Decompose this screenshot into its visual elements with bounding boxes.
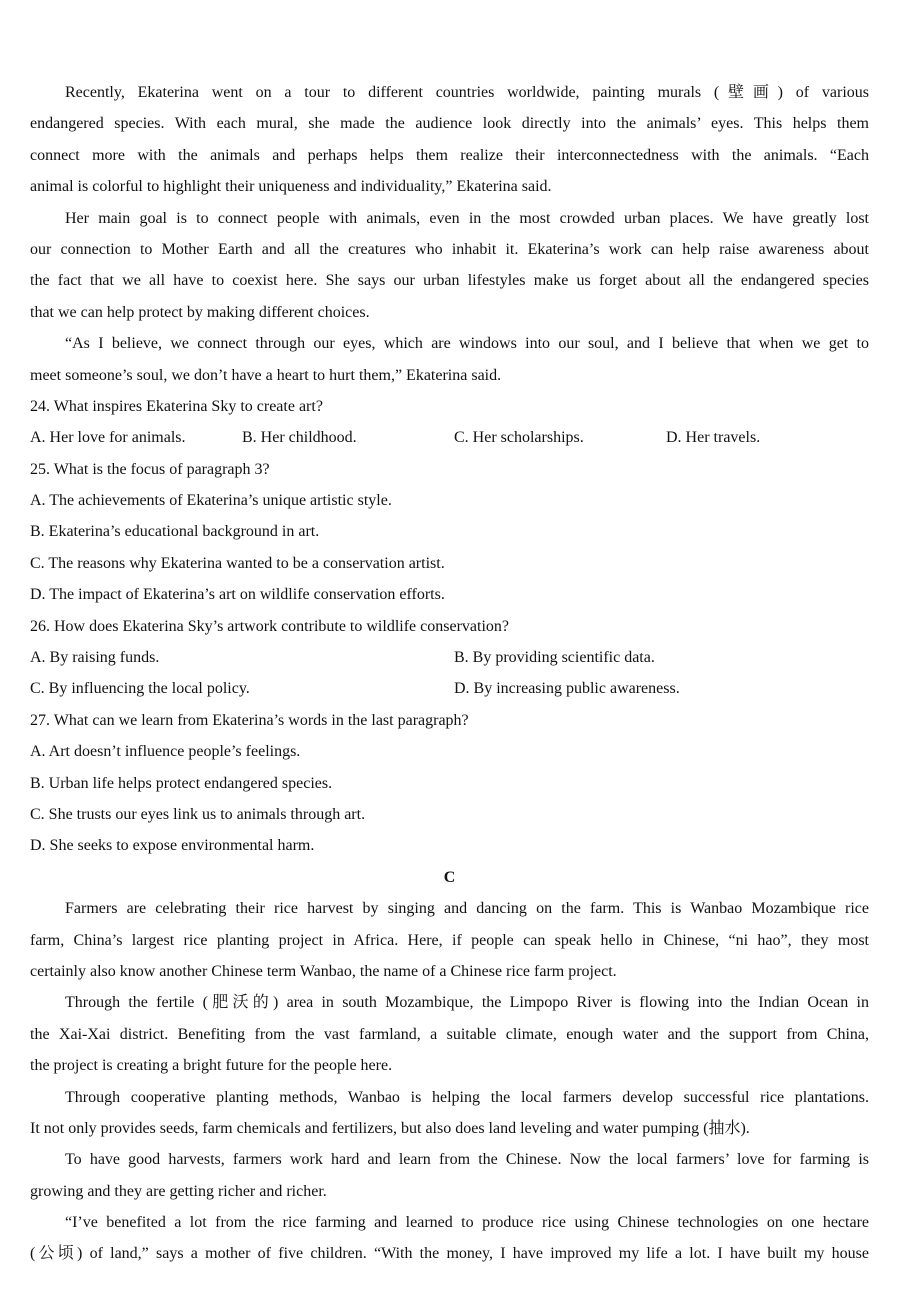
document-page (30, 77, 869, 1270)
text-line: the Xai-Xai district. Benefiting from the vast farmland, a suitable climate, enough water and the support from China, (30, 1025, 869, 1043)
option-b: B. Urban life helps protect endangered species. (30, 774, 333, 792)
paragraph-b2 (30, 203, 869, 329)
option-d: D. She seeks to expose environmental harm. (30, 837, 315, 855)
text-line: connect more with the animals and perhaps helps them realize their interconnectedness with the animals. “Each (30, 146, 869, 164)
text-line: (公顷) of land,” says a mother of five children. “With the money, I have improved my life a lot. I have built my house (30, 1245, 869, 1263)
text-line: It not only provides seeds, farm chemicals and fertilizers, but also does land leveling and water pumping (抽水). (30, 1119, 750, 1137)
paragraph-c2 (30, 987, 869, 1081)
question-25 (30, 454, 869, 611)
paragraph-c3 (30, 1082, 869, 1145)
text-line: our connection to Mother Earth and all the creatures who inhabit it. Ekaterina’s work can help raise awareness about (30, 240, 869, 258)
option-d: D. The impact of Ekaterina’s art on wildlife conservation efforts. (30, 586, 445, 604)
text-line: certainly also know another Chinese term Wanbao, the name of a Chinese rice farm project. (30, 962, 617, 980)
text-line: endangered species. With each mural, she made the audience look directly into the animals’ eyes. This helps them (30, 115, 869, 133)
question-stem: 25. What is the focus of paragraph 3? (30, 460, 270, 478)
option-c: C. The reasons why Ekaterina wanted to be a conservation artist. (30, 554, 445, 572)
text-line: meet someone’s soul, we don’t have a heart to hurt them,” Ekaterina said. (30, 366, 502, 384)
text-line: “I’ve benefited a lot from the rice farming and learned to produce rice using Chinese technologies on one hectare (65, 1214, 869, 1232)
option-c: C. Her scholarships. (454, 429, 584, 447)
option-d: D. By increasing public awareness. (454, 680, 680, 698)
text-line: animal is colorful to highlight their uniqueness and individuality,” Ekaterina said. (30, 178, 552, 196)
paragraph-b1 (30, 77, 869, 203)
option-a: A. Art doesn’t influence people’s feelings. (30, 743, 301, 761)
text-line: the fact that we all have to coexist here. She says our urban lifestyles make us forget about all the endangered species (30, 272, 869, 290)
option-b: B. Ekaterina’s educational background in art. (30, 523, 320, 541)
text-line: “As I believe, we connect through our eyes, which are windows into our soul, and I believe that when we get to (65, 335, 869, 353)
text-line: that we can help protect by making different choices. (30, 303, 370, 321)
options-row (30, 673, 869, 704)
text-line: Recently, Ekaterina went on a tour to different countries worldwide, painting murals (壁画) of various (65, 84, 869, 101)
paragraph-c4 (30, 1144, 869, 1207)
paragraph-c5 (30, 1207, 869, 1270)
section-heading: C (443, 868, 456, 886)
paragraph-b3 (30, 328, 869, 391)
option-b: B. Her childhood. (242, 429, 357, 447)
text-line: growing and they are getting richer and richer. (30, 1182, 327, 1200)
question-24 (30, 391, 869, 454)
text-line: farm, China’s largest rice planting project in Africa. Here, if people can speak hello in Chinese, “ni hao”, they most (30, 931, 869, 949)
question-stem: 27. What can we learn from Ekaterina’s words in the last paragraph? (30, 711, 469, 729)
option-b: B. By providing scientific data. (454, 649, 655, 667)
question-27 (30, 705, 869, 862)
question-26 (30, 611, 869, 705)
option-d: D. Her travels. (666, 429, 761, 447)
text-line: To have good harvests, farmers work hard and learn from the Chinese. Now the local farmers’ love for farming is (65, 1151, 869, 1169)
text-line: Her main goal is to connect people with animals, even in the most crowded urban places. We have greatly lost (65, 209, 869, 227)
question-stem: 24. What inspires Ekaterina Sky to create art? (30, 397, 323, 415)
option-a: A. Her love for animals. (30, 429, 186, 447)
text-line: the project is creating a bright future for the people here. (30, 1057, 393, 1075)
options-row (30, 642, 869, 673)
question-stem: 26. How does Ekaterina Sky’s artwork contribute to wildlife conservation? (30, 617, 509, 635)
paragraph-c1 (30, 893, 869, 987)
options-row (30, 422, 869, 453)
text-line: Through cooperative planting methods, Wanbao is helping the local farmers develop successful rice plantations. (65, 1088, 869, 1106)
text-line: Farmers are celebrating their rice harvest by singing and dancing on the farm. This is Wanbao Mozambique rice (65, 900, 869, 918)
text-line: Through the fertile (肥沃的) area in south Mozambique, the Limpopo River is flowing into the Indian Ocean in (65, 994, 869, 1012)
option-c: C. She trusts our eyes link us to animals through art. (30, 805, 366, 823)
option-c: C. By influencing the local policy. (30, 680, 250, 698)
option-a: A. By raising funds. (30, 649, 160, 667)
option-a: A. The achievements of Ekaterina’s unique artistic style. (30, 492, 392, 510)
